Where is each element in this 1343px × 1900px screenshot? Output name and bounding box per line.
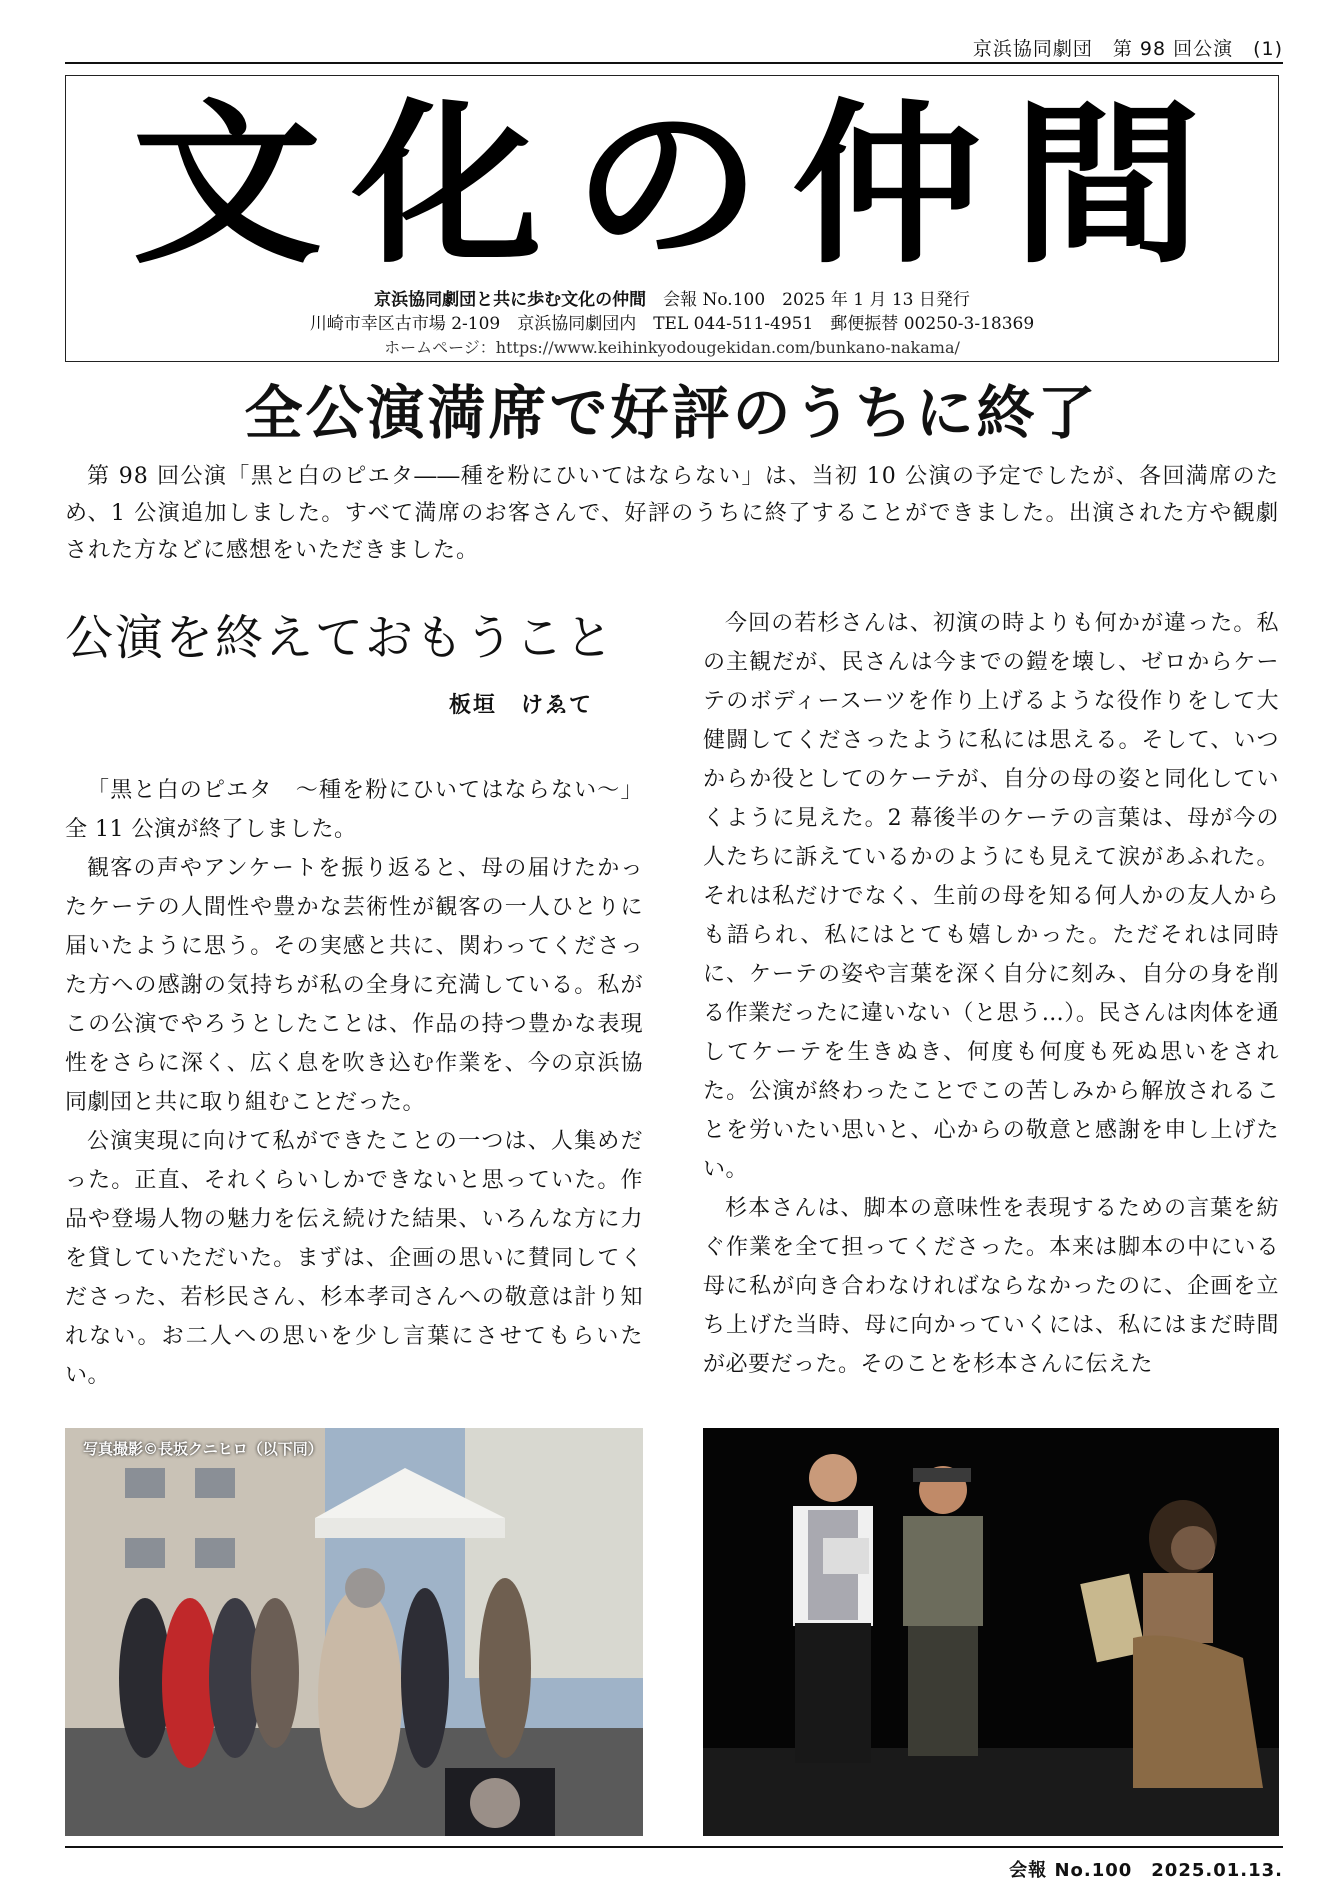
paragraph: 杉本さんは、脚本の意味性を表現するための言葉を紡ぐ作業を全て担ってくださった。本来は脚本の中にいる母に私が向き合わなければならなかったのに、企画を立ち上げた当時、母に向かっていくには、私にはまだ時間が必要だった。そのことを杉本さんに伝えた xyxy=(703,1196,1279,1377)
article-title: 公演を終えておもうこと xyxy=(65,610,616,666)
article-author: 板垣 けゑて xyxy=(448,693,593,718)
headline: 全公演満席で好評のうちに終了 xyxy=(244,379,1099,447)
paragraph: 観客の声やアンケートを振り返ると、母の届けたかったケーテの人間性や豊かな芸術性が観客の一人ひとりに届いたように思う。その実感と共に、関わってくださった方への感謝の気持ちが私の全身に充満している。私がこの公演でやろうとしたことは、作品の持つ豊かな表現性をさらに深く、広く息を吹き込む作業を、今の京浜協同劇団と共に取り組むことだった。 xyxy=(65,856,643,1115)
masthead-line-2: 川崎市幸区古市場 2-109 京浜協同劇団内 TEL 044-511-4951 郵便振替 00250-3-18369 xyxy=(309,314,1035,334)
article-left-column xyxy=(65,608,643,1395)
photo-caption: 写真撮影©長坂クニヒロ（以下同） xyxy=(83,1440,323,1458)
masthead-line-1 xyxy=(66,288,1278,312)
masthead-info xyxy=(66,288,1278,360)
running-head: 京浜協同劇団 第 98 回公演 (1) xyxy=(972,38,1283,60)
photo-stage-illustration xyxy=(703,1428,1279,1836)
bottom-rule xyxy=(65,1846,1283,1848)
paragraph: 今回の若杉さんは、初演の時よりも何かが違った。私の主観だが、民さんは今までの鎧を壊し、ゼロからケーテのボディースーツを作り上げるような役作りをして大健闘してくださったように私には思える。そして、いつからか役としてのケーテが、自分の母の姿と同化していくように見えた。2 幕後半のケーテの言葉は、母が今の人たちに訴えているかのようにも見えて涙があふれた。それは私だけでなく、生前の母を知る何人かの友人からも語られ、私にはとても嬉しかった。ただそれは同時に、ケーテの姿や言葉を深く自分に刻み、自分の身を削る作業だったに違いない（と思う…）。民さんは肉体を通してケーテを生きぬき、何度も何度も死ぬ思いをされた。公演が終わったことでこの苦しみから解放されることを労いたい思いと、心からの敬意と感謝を申し上げたい。 xyxy=(703,611,1279,1182)
photo-audience-illustration xyxy=(65,1428,643,1836)
masthead xyxy=(65,75,1279,362)
article-body-left xyxy=(65,771,643,1395)
masthead-homepage: ホームページ：https://www.keihinkyodougekidan.com/bunkano-nakama/ xyxy=(384,338,960,357)
paragraph: 「黒と白のピエタ ～種を粉にひいてはならない～」全 11 公演が終了しました。 xyxy=(65,778,643,842)
footer: 会報 No.100 2025.01.13. xyxy=(1009,1860,1283,1881)
paragraph: 公演実現に向けて私ができたことの一つは、人集めだった。正直、それくらいしかできないと思っていた。作品や登場人物の魅力を伝え続けた結果、いろんな方に力を貸していただいた。まずは、企画の思いに賛同してくださった、若杉民さん、杉本孝司さんへの敬意は計り知れない。お二人への思いを少し言葉にさせてもらいたい。 xyxy=(65,1129,643,1388)
photo-audience-queue xyxy=(65,1428,643,1836)
article-right-column xyxy=(703,604,1279,1384)
top-rule xyxy=(65,62,1283,64)
masthead-title: 文化の仲間 xyxy=(131,81,1232,288)
lead-paragraph: 第 98 回公演「黒と白のピエタ――種を粉にひいてはならない」は、当初 10 公演の予定でしたが、各回満席のため、1 公演追加しました。すべて満席のお客さんで、好評のうちに終了することができました。出演された方や観劇された方などに感想をいただきました。 xyxy=(65,464,1279,563)
photo-stage-scene xyxy=(703,1428,1279,1836)
masthead-org: 京浜協同劇団と共に歩む文化の仲間 xyxy=(374,290,647,310)
masthead-issue: 会報 No.100 2025 年 1 月 13 日発行 xyxy=(646,290,970,310)
